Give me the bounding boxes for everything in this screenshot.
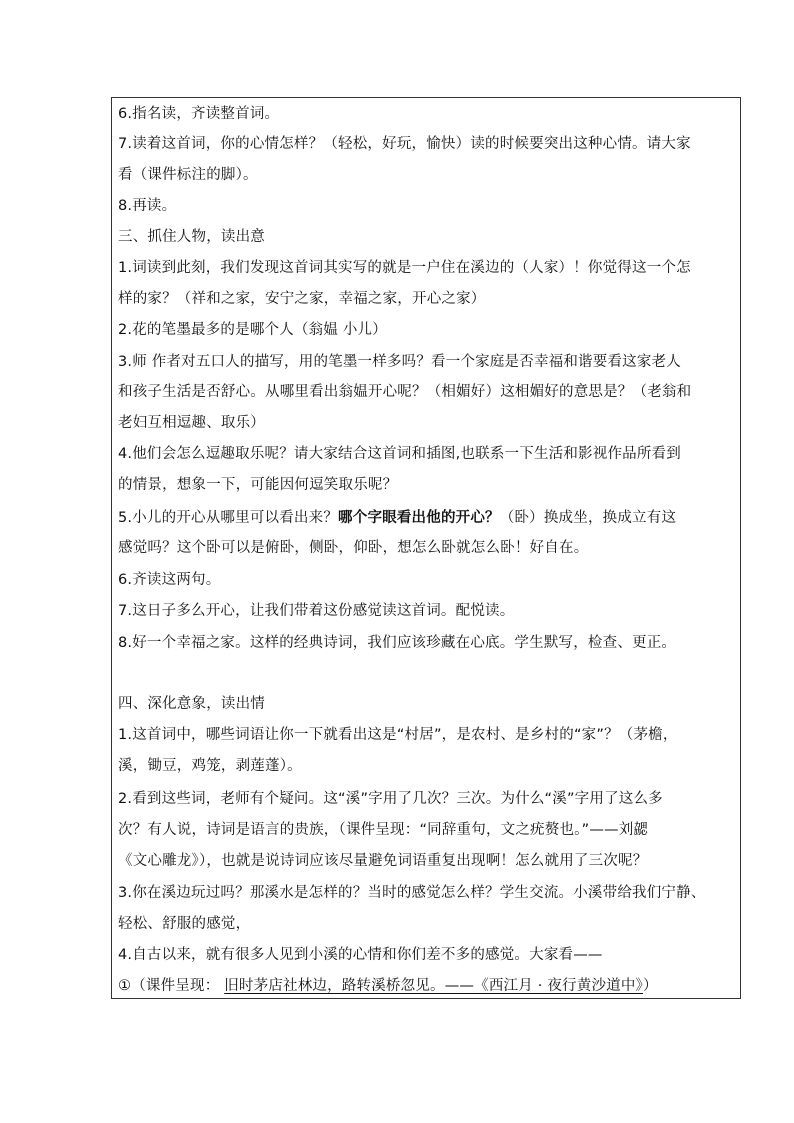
text-line: 看（课件标注的脚）。: [118, 167, 258, 183]
text-line: 7.这日子多么开心，让我们带着这份感觉读这首词。配悦读。: [118, 603, 515, 619]
text-line: 的情景，想象一下，可能因何逗笑取乐呢？: [118, 477, 398, 493]
text-line: 轻松、舒服的感觉，: [118, 916, 251, 932]
text-line: 8.好一个幸福之家。这样的经典诗词，我们应该珍藏在心底。学生默写，检查、更正。: [118, 635, 677, 651]
text-line: 4.自古以来，就有很多人见到小溪的心情和你们差不多的感觉。大家看——: [118, 947, 603, 963]
section-heading: 四、深化意象，读出情: [118, 696, 265, 712]
text-line-mixed: [118, 508, 676, 528]
text-segment: ）: [643, 978, 658, 994]
text-line: 次？有人说，诗词是语言的贵族，（课件呈现：“同辞重句，文之疣赘也。”——刘勰: [118, 822, 649, 838]
text-line: 2.花的笔墨最多的是哪个人（翁媪 小儿）: [118, 322, 387, 338]
text-line: 4.他们会怎么逗趣取乐呢？请大家结合这首词和插图,也联系一下生活和影视作品所看到: [118, 446, 681, 462]
text-line: 样的家？（祥和之家，安宁之家，幸福之家，开心之家）: [118, 291, 486, 307]
text-line: 《文心雕龙》），也就是说诗词应该尽量避免词语重复出现啊！怎么就用了三次呢？: [118, 853, 648, 869]
section-heading: 三、抓住人物，读出意: [118, 229, 265, 245]
text-line: 感觉吗？这个卧可以是俯卧，侧卧，仰卧，想怎么卧就怎么卧！好自在。: [118, 540, 589, 556]
text-line: 8.再读。: [118, 198, 177, 214]
bold-question: 哪个字眼看出他的开心？: [338, 510, 500, 526]
text-line: 3.你在溪边玩过吗？那溪水是怎样的？当时的感觉怎么样？学生交流。小溪带给我们宁静、: [118, 885, 706, 901]
text-line: 1.这首词中，哪些词语让你一下就看出这是“村居”，是农村、是乡村的“家”？（茅檐，: [118, 727, 678, 743]
text-segment: ①（课件呈现：: [118, 978, 225, 994]
text-line: 6.齐读这两句。: [118, 572, 221, 588]
text-line-citation: [118, 976, 658, 996]
text-line: 3.师 作者对五口人的描写，用的笔墨一样多吗？看一个家庭是否幸福和谐要看这家老人: [118, 354, 681, 370]
text-segment: 5.小儿的开心从哪里可以看出来？: [118, 510, 339, 526]
underlined-quote: 旧时茅店社林边，路转溪桥忽见。——《西江月 · 夜行黄沙道中》: [224, 978, 643, 994]
text-line: 老妇互相逗趣、取乐）: [118, 415, 265, 431]
text-line: 和孩子生活是否舒心。从哪里看出翁媪开心呢？（相媚好）这相媚好的意思是？（老翁和: [118, 384, 692, 400]
text-line: 6.指名读，齐读整首词。: [118, 106, 280, 122]
text-segment: （卧）换成坐，换成立有这: [499, 510, 677, 526]
text-line: 2.看到这些词，老师有个疑问。这“溪”字用了几次？三次。为什么“溪”字用了这么多: [118, 791, 663, 807]
text-line: 1.词读到此刻，我们发现这首词其实写的就是一户住在溪边的（人家）！你觉得这一个怎: [118, 260, 691, 276]
text-line: 溪，锄豆，鸡笼，剥莲蓬）。: [118, 758, 302, 774]
text-line: 7.读着这首词，你的心情怎样？（轻松，好玩，愉快）读的时候要突出这种心情。请大家: [118, 136, 691, 152]
